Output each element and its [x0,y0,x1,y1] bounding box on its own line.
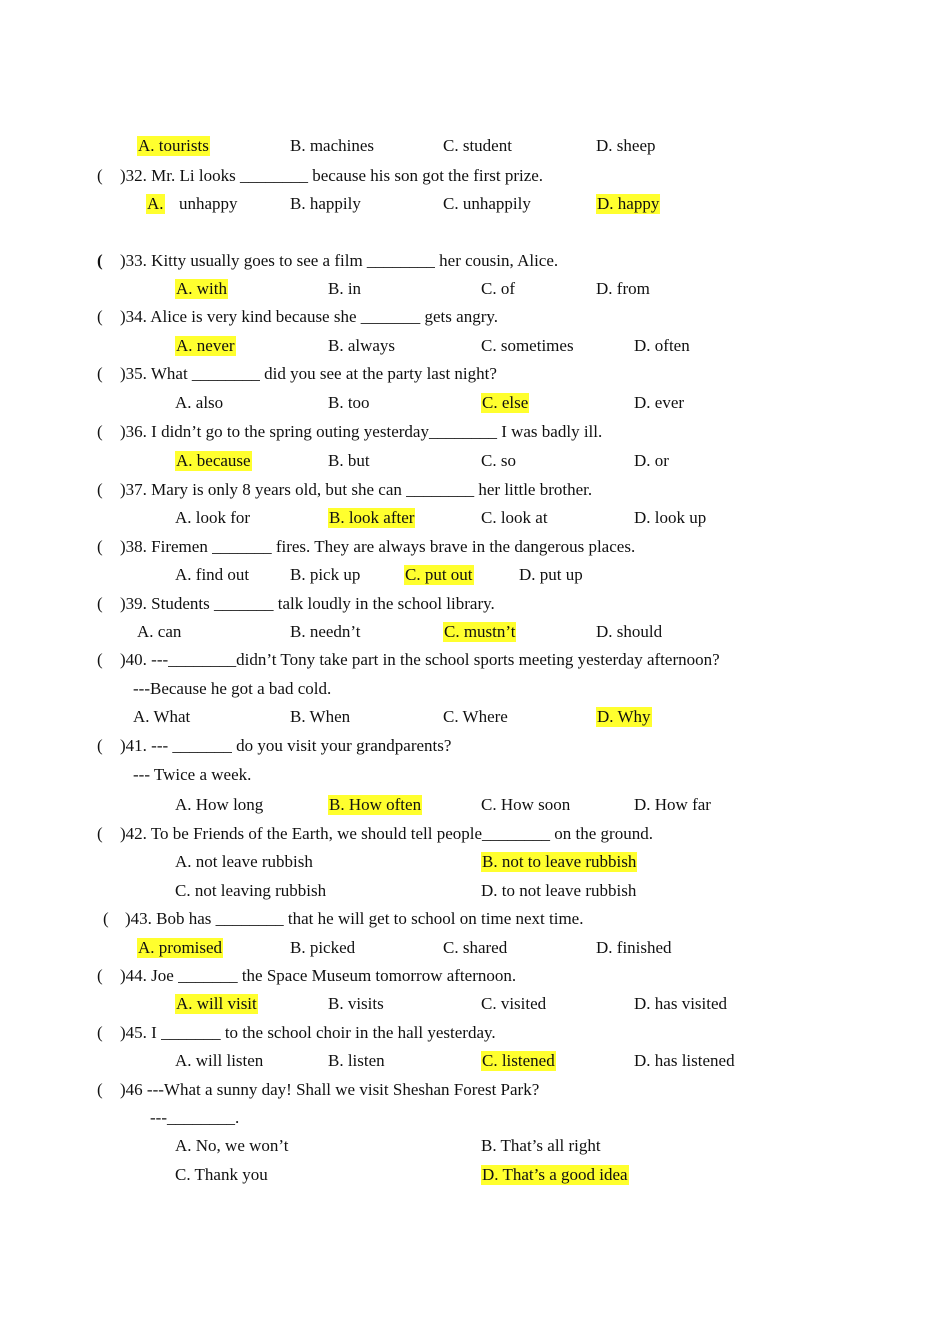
q45-answer-paren: ( [97,1023,103,1042]
q37-option-d: D. look up [634,508,707,527]
q37-answer-paren: ( [97,480,103,499]
q38-answer-paren: ( [97,537,103,556]
q42-option-c: C. not leaving rubbish [175,881,327,900]
q46-reply: ---________. [150,1108,240,1127]
q34-option-d: D. often [634,336,690,355]
q45-option-a: A. will listen [175,1051,264,1070]
q32-stem: )32. Mr. Li looks ________ because his son got the first prize. [120,166,544,185]
q43-option-a: A. promised [138,938,223,957]
q31-option-c: C. student [443,136,512,155]
q34-option-a: A. never [176,336,235,355]
q38-stem: )38. Firemen _______ fires. They are always brave in the dangerous places. [120,537,636,556]
q40-reply: ---Because he got a bad cold. [133,679,332,698]
q41-reply: --- Twice a week. [133,765,252,784]
q46-option-b: B. That’s all right [481,1136,601,1155]
q41-stem: )41. --- _______ do you visit your grandparents? [120,736,452,755]
q31-option-a: A. tourists [138,136,209,155]
q35-stem: )35. What ________ did you see at the party last night? [120,364,497,383]
q34-answer-paren: ( [97,307,103,326]
q42-answer-paren: ( [97,824,103,843]
q32-option-d: D. happy [597,194,660,213]
q39-answer-paren: ( [97,594,103,613]
q33-option-a: A. with [176,279,227,298]
q41-option-a: A. How long [175,795,264,814]
q34-option-c: C. sometimes [481,336,574,355]
q45-option-c: C. listened [482,1051,555,1070]
q33-stem: )33. Kitty usually goes to see a film ________ her cousin, Alice. [120,251,559,270]
q35-option-d: D. ever [634,393,685,412]
q31-option-d: D. sheep [596,136,656,155]
q34-stem: )34. Alice is very kind because she _______ gets angry. [120,307,499,326]
q41-option-c: C. How soon [481,795,571,814]
q38-option-c: C. put out [405,565,473,584]
q44-answer-paren: ( [97,966,103,985]
q36-option-b: B. but [328,451,370,470]
q43-answer-paren: ( [103,909,109,928]
q36-option-a: A. because [176,451,251,470]
q35-answer-paren: ( [97,364,103,383]
q38-option-b: B. pick up [290,565,361,584]
q46-stem: )46 ---What a sunny day! Shall we visit Sheshan Forest Park? [120,1080,540,1099]
q34-option-b: B. always [328,336,396,355]
q46-option-d: D. That’s a good idea [482,1165,628,1184]
q44-option-c: C. visited [481,994,547,1013]
q44-option-b: B. visits [328,994,384,1013]
q39-stem: )39. Students _______ talk loudly in the school library. [120,594,495,613]
q36-stem: )36. I didn’t go to the spring outing yesterday________ I was badly ill. [120,422,603,441]
q44-stem: )44. Joe _______ the Space Museum tomorrow afternoon. [120,966,517,985]
q35-option-b: B. too [328,393,370,412]
q31-option-b: B. machines [290,136,375,155]
q41-answer-paren: ( [97,736,103,755]
q38-option-a: A. find out [175,565,250,584]
q41-option-b: B. How often [329,795,422,814]
q32-option-a-text: unhappy [179,194,238,213]
q32-option-a-letter: A. [147,194,164,213]
q37-option-a: A. look for [175,508,251,527]
q44-option-a: A. will visit [176,994,257,1013]
q38-option-d: D. put up [519,565,583,584]
q40-option-d: D. Why [597,707,651,726]
q37-option-c: C. look at [481,508,548,527]
q37-option-b: B. look after [329,508,415,527]
q42-option-d: D. to not leave rubbish [481,881,637,900]
q39-option-c: C. mustn’t [444,622,516,641]
q33-option-d: D. from [596,279,650,298]
q35-option-c: C. else [482,393,529,412]
q40-stem: )40. ---________didn’t Tony take part in the school sports meeting yesterday afternoon? [120,650,720,669]
q42-option-a: A. not leave rubbish [175,852,313,871]
q42-option-b: B. not to leave rubbish [482,852,637,871]
q33-answer-paren: ( [97,251,103,270]
q36-option-d: D. or [634,451,669,470]
q40-answer-paren: ( [97,650,103,669]
q37-stem: )37. Mary is only 8 years old, but she can ________ her little brother. [120,480,593,499]
q32-option-c: C. unhappily [443,194,531,213]
q43-option-c: C. shared [443,938,508,957]
q32-answer-paren: ( [97,166,103,185]
q45-option-b: B. listen [328,1051,385,1070]
q43-option-b: B. picked [290,938,356,957]
q40-option-b: B. When [290,707,351,726]
q40-option-c: C. Where [443,707,508,726]
q39-option-a: A. can [137,622,182,641]
q36-answer-paren: ( [97,422,103,441]
q45-option-d: D. has listened [634,1051,735,1070]
q40-option-a: A. What [133,707,191,726]
q33-option-c: C. of [481,279,515,298]
q46-option-a: A. No, we won’t [175,1136,289,1155]
q39-option-d: D. should [596,622,663,641]
q45-stem: )45. I _______ to the school choir in the hall yesterday. [120,1023,496,1042]
q46-answer-paren: ( [97,1080,103,1099]
q41-option-d: D. How far [634,795,711,814]
q46-option-c: C. Thank you [175,1165,268,1184]
q43-option-d: D. finished [596,938,672,957]
q36-option-c: C. so [481,451,516,470]
q33-option-b: B. in [328,279,362,298]
q43-stem: )43. Bob has ________ that he will get to school on time next time. [125,909,584,928]
q35-option-a: A. also [175,393,224,412]
q42-stem: )42. To be Friends of the Earth, we should tell people________ on the ground. [120,824,653,843]
q44-option-d: D. has visited [634,994,728,1013]
q39-option-b: B. needn’t [290,622,361,641]
q32-option-b: B. happily [290,194,361,213]
